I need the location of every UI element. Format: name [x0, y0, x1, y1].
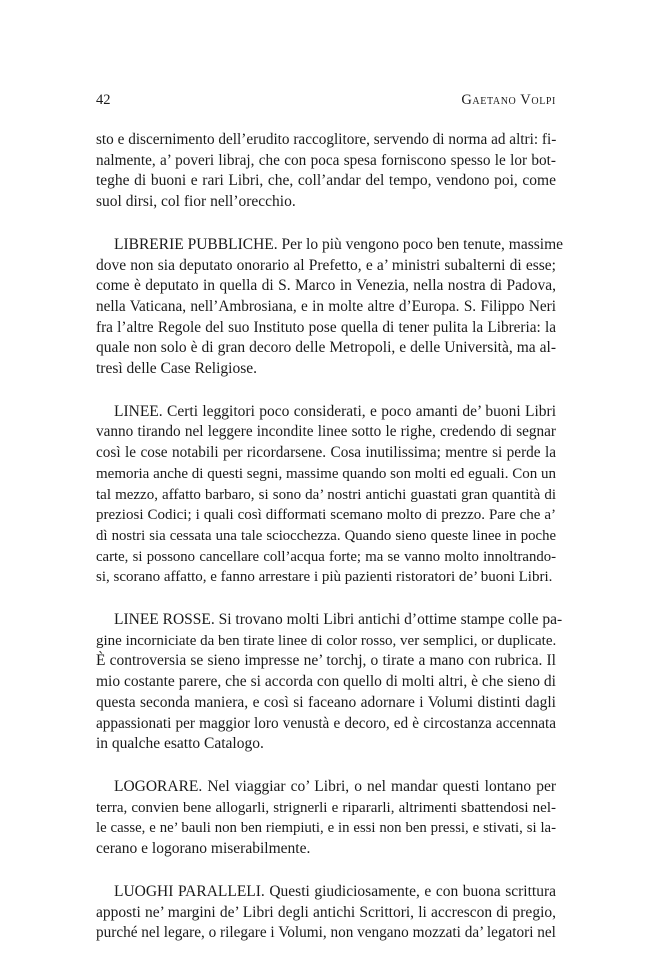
running-head — [96, 92, 556, 112]
text-line: mio costante parere, che si accorda con quello di molti altri, è che sieno di — [96, 673, 556, 691]
text-line: nalmente, a’ poveri libraj, che con poca spesa forniscono spesso le lor bot- — [96, 151, 556, 169]
text-line: appassionati per maggior loro venustà e decoro, ed è circostanza accennata — [96, 714, 556, 732]
text-line: LINEE ROSSE. Si trovano molti Libri antichi d’ottime stampe colle pa- — [114, 611, 563, 629]
text-line: teghe di buoni e rari Libri, che, coll’andar del tempo, vendono poi, come — [96, 172, 556, 190]
text-line: apposti ne’ margini de’ Libri degli antichi Scrittori, li accrescon di pregio, — [96, 903, 556, 921]
text-line: LINEE. Certi leggitori poco considerati, e poco amanti de’ buoni Libri — [114, 402, 556, 420]
paragraph — [96, 610, 563, 755]
text-line: le casse, e ne’ bauli non ben riempiuti, e in essi non ben pressi, e stivati, si la- — [96, 820, 556, 837]
running-title: Gaetano Volpi — [461, 92, 556, 108]
text-line: quale non solo è di gran decoro delle Metropoli, e delle Università, ma al- — [96, 339, 556, 357]
paragraph — [96, 777, 556, 860]
text-line: purché nel legare, o rilegare i Volumi, non vengano mozzati da’ legatori nel — [96, 924, 556, 942]
text-line: carte, si possono cancellare coll’acqua forte; ma se vanno molto innoltrando- — [96, 548, 556, 565]
text-line: suol dirsi, col fior nell’orecchio. — [96, 193, 296, 211]
text-line: come è deputato in quella di S. Marco in Venezia, nella nostra di Padova, — [96, 277, 556, 295]
paragraph — [96, 130, 556, 213]
paragraph — [96, 882, 556, 944]
text-line: LOGORARE. Nel viaggiar co’ Libri, o nel mandar questi lontano per — [114, 777, 556, 795]
text-line: in qualche esatto Catalogo. — [96, 735, 264, 753]
paragraph — [96, 402, 556, 588]
text-line: fra l’altre Regole del suo Instituto pose quella di tener pulita la Libreria: la — [96, 318, 556, 336]
text-line: tresì delle Case Religiose. — [96, 360, 257, 378]
text-line: dì nostri sia cessata una tale sciocchezza. Quando sieno queste linee in poche — [96, 527, 556, 544]
text-line: preziosi Codici; i quali così difformati scemano molto di prezzo. Pare che a’ — [96, 507, 556, 524]
text-line: gine incorniciate da ben tirate linee di color rosso, ver semplici, or duplicate. — [96, 632, 557, 649]
text-line: cerano e logorano miserabilmente. — [96, 840, 311, 858]
text-line: terra, convien bene allogarli, strignerli e ripararli, altrimenti sbattendosi nel- — [96, 799, 556, 816]
page-number: 42 — [96, 92, 111, 108]
text-line: tal mezzo, affatto barbaro, si sono da’ nostri antichi guastati gran quantità di — [96, 486, 556, 503]
text-line: LIBRERIE PUBBLICHE. Per lo più vengono poco ben tenute, massime — [114, 235, 564, 253]
body-text — [96, 130, 564, 966]
text-line: sto e discernimento dell’erudito raccoglitore, servendo di norma ad altri: fi- — [96, 131, 557, 148]
text-line: vanno tirando nel leggere incondite linee sotto le righe, credendo di segnar — [96, 423, 556, 441]
text-line: memoria anche di questi segni, massime quando son molti ed eguali. Con un — [96, 465, 556, 482]
paragraph — [96, 235, 564, 380]
text-line: così le cose notabili per ricordarsene. Cosa inutilissima; mentre si perde la — [96, 444, 556, 462]
text-line: nella Vaticana, nell’Ambrosiana, e in molte altre d’Europa. S. Filippo Neri — [96, 297, 556, 315]
text-line: questa seconda maniera, e così si faceano adornare i Volumi distinti dagli — [96, 693, 556, 711]
text-line: dove non sia deputato onorario al Prefetto, e a’ ministri subalterni di esse; — [96, 256, 556, 274]
text-line: si, scorano affatto, e fanno arrestare i più pazienti ristoratori de’ buoni Libri. — [96, 569, 553, 586]
text-line: È controversia se sieno impresse ne’ torchj, o tirate a mano con rubrica. Il — [96, 652, 556, 670]
text-line: LUOGHI PARALLELI. Questi giudiciosamente, e con buona scrittura — [114, 882, 556, 900]
